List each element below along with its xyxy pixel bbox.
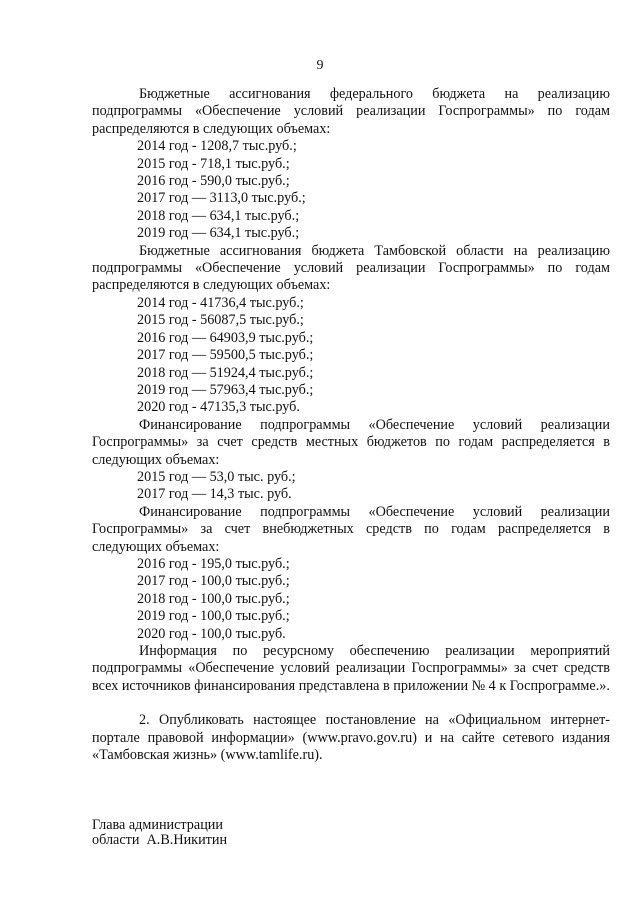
- budget-year-item: 2016 год - 590,0 тыс.руб.;: [137, 173, 290, 190]
- page-number: 9: [316, 58, 324, 73]
- document-body: [92, 86, 610, 764]
- section-intro: Бюджетные ассигнования федерального бюджета на реализацию подпрограммы «Обеспечение условий реализации Госпрограммы» по годам распределяются в следующих объемах:: [92, 86, 610, 137]
- budget-year-item: 2014 год - 41736,4 тыс.руб.;: [137, 294, 304, 311]
- budget-year-item: 2017 год — 59500,5 тыс.руб.;: [137, 347, 314, 364]
- budget-year-item: 2019 год — 634,1 тыс.руб.;: [137, 225, 300, 242]
- budget-year-item: 2018 год — 634,1 тыс.руб.;: [137, 207, 300, 224]
- budget-sections: [92, 86, 610, 643]
- budget-year-item: 2016 год — 64903,9 тыс.руб.;: [137, 329, 314, 346]
- budget-year-item: 2015 год - 718,1 тыс.руб.;: [137, 155, 290, 172]
- budget-year-item: 2014 год - 1208,7 тыс.руб.;: [137, 138, 297, 155]
- budget-year-item: 2017 год — 14,3 тыс. руб.: [137, 486, 292, 503]
- budget-year-item: 2020 год - 47135,3 тыс.руб.: [137, 399, 300, 416]
- publish-paragraph: 2. Опубликовать настоящее постановление на «Официальном интернет-портале правовой информации» (www.pravo.gov.ru) и на сайте сетевого издания «Тамбовская жизнь» (www.tamlife.ru).: [92, 712, 610, 764]
- section-intro: Бюджетные ассигнования бюджета Тамбовской области на реализацию подпрограммы «Обеспечение условий реализации Госпрограммы» по годам распределяются в следующих объемах:: [92, 242, 610, 294]
- section-intro: Финансирование подпрограммы «Обеспечение условий реализации Госпрограммы» за счет средств местных бюджетов по годам распределяется в следующих объемах:: [92, 416, 610, 468]
- budget-year-item: 2018 год - 100,0 тыс.руб.;: [137, 590, 290, 607]
- section-intro: Финансирование подпрограммы «Обеспечение условий реализации Госпрограммы» за счет внебюджетных средств по годам распределяется в следующих объемах:: [92, 503, 610, 555]
- budget-year-item: 2019 год - 100,0 тыс.руб.;: [137, 608, 290, 625]
- budget-year-item: 2019 год — 57963,4 тыс.руб.;: [137, 381, 314, 398]
- signature-line: [92, 833, 227, 848]
- budget-year-item: 2017 год - 100,0 тыс.руб.;: [137, 573, 290, 590]
- info-paragraph: Информация по ресурсному обеспечению реализации мероприятий подпрограммы «Обеспечение условий реализации Госпрограммы» за счет средств всех источников финансирования представлена в приложении № 4 к Госпрограмме.».: [92, 643, 610, 694]
- signature-block: [92, 818, 227, 848]
- signature-name: А.В.Никитин: [146, 832, 228, 848]
- budget-year-item: 2017 год — 3113,0 тыс.руб.;: [137, 190, 306, 207]
- budget-year-item: 2015 год — 53,0 тыс. руб.;: [137, 468, 296, 485]
- budget-year-item: 2015 год - 56087,5 тыс.руб.;: [137, 312, 304, 329]
- signature-title: Глава администрации: [92, 817, 223, 833]
- budget-year-item: 2016 год - 195,0 тыс.руб.;: [137, 555, 290, 572]
- budget-year-item: 2018 год — 51924,4 тыс.руб.;: [137, 364, 314, 381]
- signature-region: области: [92, 832, 140, 848]
- budget-year-item: 2020 год - 100,0 тыс.руб.: [137, 625, 286, 642]
